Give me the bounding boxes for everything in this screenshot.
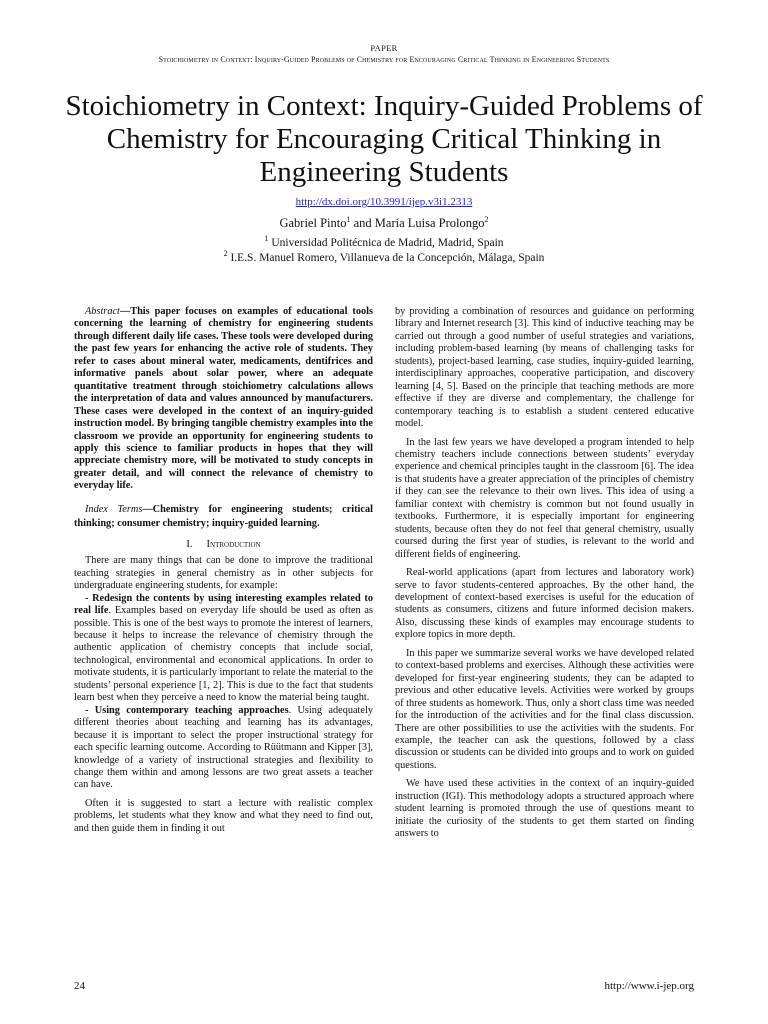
affiliation-1	[0, 234, 768, 249]
doi-line	[0, 196, 768, 208]
doi-link[interactable]: http://dx.doi.org/10.3991/ijep.v3i1.2313	[295, 196, 473, 208]
abstract	[74, 306, 373, 493]
running-header-title: Stoichiometry in Context: Inquiry-Guided Problems of Chemistry for Encouraging Critical Thinking in Engineering Students	[158, 55, 610, 64]
abstract-text: —This paper focuses on examples of educational tools concerning the learning of chemistry for engineering students through different daily life cases. These tools were developed during the past few years for enhancing the active role of students. They refer to cases about mineral water, medicaments, dentifrices and informative panels about solar power, where an adequate quantitative treatment through stoichiometry calculations allows the interpretation of data and values announced by manufacturers. These cases were developed in the context of an inquiry-guided instruction model. By bringing tangible chemistry examples into the classroom we provide an opportunity for engineering students to apply this science to familiar products in hopes that they will appreciate chemistry more, will be motivated to study concepts in greater detail, and will connect the relevance of chemistry to everyday life.	[74, 306, 373, 492]
intro-paragraph-3-body: . Using adequately different theories about teaching and learning has its advantages, because it is important to select the proper instructional strategy for each specific learning outcome. According to Rüütmann and Kipper [3], knowledge of a variety of instructional strategies and flexibility to change them within and among lessons are two great assets a teacher can have.	[74, 704, 373, 791]
paper-title: Stoichiometry in Context: Inquiry-Guided Problems of Chemistry for Encouraging Critical Thinking in Engineering Students	[65, 90, 703, 188]
page-number: 24	[74, 980, 85, 992]
right-paragraph-4: In this paper we summarize several works we have developed related to context-based problems and exercises. Although these activities were developed for first-year engineering students, they can be adapted to previous and other educative levels. Activities were worked by groups of three students as homework. Thus, only a short class time was needed for the introduction of the activities and for the final class discussion. There are other possibilities to use the activities with the students. For example, the teacher can ask the questions, followed by a class discussion or students can be divided into groups and to work on guided questions.	[395, 647, 694, 771]
journal-url[interactable]: http://www.i-jep.org	[604, 980, 694, 992]
intro-paragraph-4: Often it is suggested to start a lecture with realistic complex problems, let students what they know and what they need to find out, and then guide them in finding it out	[74, 797, 373, 834]
author-2: María Luisa Prolongo	[374, 216, 485, 231]
affiliation-1-mark: 1	[264, 234, 269, 243]
intro-paragraph-2-body: . Examples based on everyday life should be used as often as possible. This is one of the best ways to promote the interest of learners, because it helps to increase the relevance of chemistry through the authentic application of chemistry concepts that include social, technological, environmental and economical applications. In order to motivate students, it is particularly important to relate the material to the students’ personal experience [1, 2]. This is due to the fact that students learn best when they perceive a need to know the material being taught.	[74, 605, 373, 704]
right-paragraph-1: by providing a combination of resources and guidance on performing library and Internet research [3]. This kind of inductive teaching may be carried out through a good number of useful strategies and variations, including problem-based learning (by means of challenging tasks for students), project-based learning, case studies, inquiry-guided learning, interdisciplinary approaches, cooperative participation, and discovery learning [4, 5]. Based on the principle that teaching methods are more effective if they are diverse and complementary, the challenge for contemporary teaching is to establish a student centered educative model.	[395, 306, 694, 430]
section-number: I.	[186, 538, 193, 550]
affiliation-1-text: Universidad Politécnica de Madrid, Madrid, Spain	[268, 236, 504, 249]
running-header-kind: PAPER	[370, 43, 398, 53]
intro-paragraph-1: There are many things that can be done to improve the traditional teaching strategies in general chemistry as in other subjects for undergraduate engineering students, for example:	[74, 555, 373, 592]
author-2-affil-mark: 2	[484, 215, 489, 224]
right-paragraph-2: In the last few years we have developed a program intended to help chemistry teachers include connections between students’ everyday experience and chemical principles taught in the classroom [6]. The idea is that students have a greater appreciation of the principles of chemistry if they can see the relevance to their own lives. This idea of using a familiar context with chemistry is common but not found usually in textbooks. Furthermore, it is especially important for engineering students, because often they do not feel that general chemistry, usually coursed during the first year of studies, is relevant to the world and different fields of engineering.	[395, 436, 694, 560]
left-column	[74, 306, 373, 835]
affiliation-2-text: I.E.S. Manuel Romero, Villanueva de la Concepción, Málaga, Spain	[227, 251, 545, 264]
index-terms	[74, 503, 373, 531]
abstract-label: Abstract	[85, 306, 120, 317]
intro-paragraph-3	[74, 705, 373, 792]
section-title: Introduction	[206, 538, 261, 550]
right-paragraph-3: Real-world applications (apart from lectures and laboratory work) serve to favor students-centered approaches. By the other hand, the development of context-based exercises is useful for the education of students as consumers, citizens and future informed decision makers. Also, discussing these kinds of examples may encourage students to explore topics in more depth.	[395, 567, 694, 641]
author-conjunction: and	[350, 216, 375, 231]
section-heading-introduction	[74, 539, 373, 551]
index-terms-label: Index Terms	[85, 503, 143, 515]
right-column	[395, 306, 694, 841]
intro-paragraph-3-lead: - Using contemporary teaching approaches	[85, 704, 289, 716]
index-terms-text: —Chemistry for engineering students; critical thinking; consumer chemistry; inquiry-guided learning.	[74, 503, 373, 529]
author-line	[0, 215, 768, 231]
intro-paragraph-2	[74, 593, 373, 705]
right-paragraph-5: We have used these activities in the context of an inquiry-guided instruction (IGI). This methodology adopts a structured approach where student learning is promoted through the use of questions meant to initiate the curiosity of the students to get them started on finding answers to	[395, 778, 694, 840]
author-1-affil-mark: 1	[346, 215, 351, 224]
author-1: Gabriel Pinto	[279, 216, 347, 231]
intro-paragraph-2-lead: - Redesign the contents by using interesting examples related to real life	[74, 592, 373, 617]
affiliation-2	[0, 249, 768, 264]
affiliation-2-mark: 2	[223, 249, 228, 258]
